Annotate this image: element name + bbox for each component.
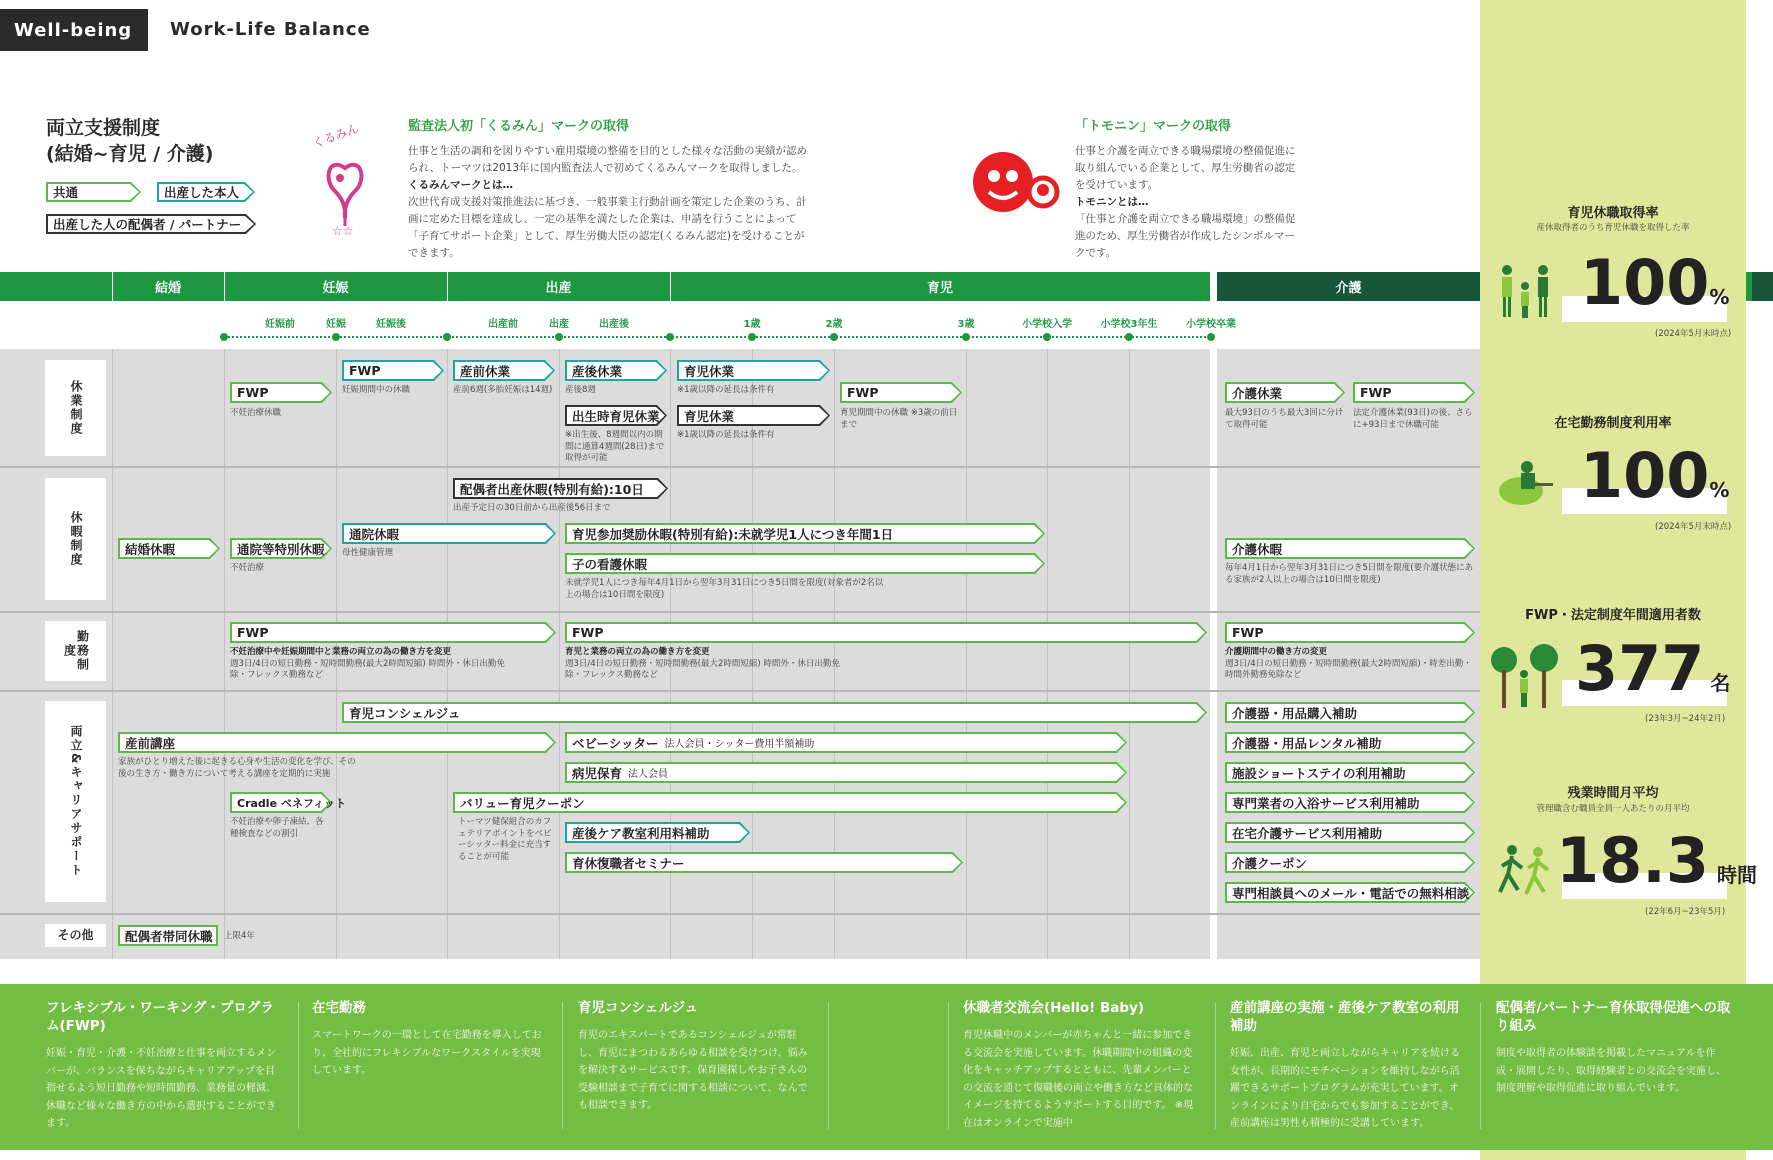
- stat-value: 18.3: [1556, 824, 1709, 897]
- stat-title: 残業時間月平均: [1567, 786, 1659, 801]
- section-tag: Well-being: [0, 9, 148, 51]
- stage-label: 2歳: [825, 319, 843, 330]
- stat-date: (2024年5月末時点): [1655, 522, 1732, 532]
- fwp-kaigo-kyugyo[interactable]: FWP: [1353, 382, 1475, 403]
- legend-self: 出産した本人: [157, 182, 255, 202]
- svg-text:☆☆: ☆☆: [332, 224, 354, 238]
- stat-sub: 管理職含む職員全員一人あたりの月平均: [1536, 804, 1690, 814]
- stat-unit: 名: [1710, 671, 1731, 695]
- fwp-kinmu-kaigo[interactable]: FWP: [1225, 622, 1475, 643]
- note: 妊娠期間中の休職: [342, 385, 411, 395]
- kurumin-title: 監査法人初「くるみん」マークの取得: [408, 119, 630, 134]
- shusseiji-ikuji-kyugyo[interactable]: 出生時育児休業: [565, 405, 667, 426]
- stat-date: (23年3月~24年2月): [1645, 714, 1726, 724]
- ikuji-concierge[interactable]: 育児コンシェルジュ: [342, 702, 1207, 723]
- note: 不妊治療: [230, 563, 265, 573]
- haigusha-shussan-kyuka[interactable]: 配偶者出産休暇(特別有給):10日: [453, 478, 668, 499]
- family-icon: [1497, 262, 1553, 322]
- stat-unit: 時間: [1716, 863, 1757, 887]
- cat-other: その他: [45, 924, 106, 947]
- cat-support: 両立&キャリアサポート: [45, 701, 106, 902]
- phase-kekkon: 結婚: [154, 281, 181, 296]
- footer-partner-ikukyu: 配偶者/パートナー育休取得促進への取り組み 制度や取得者の体験談を掲載したマニュアルを作成・展開したり、取得経験者との交流会を実施し、制度理解や取得促進に取り組んでいます。: [1496, 1000, 1731, 1094]
- note: ※1歳以降の延長は条件有: [677, 430, 775, 440]
- stat-title: FWP・法定制度年間適用者数: [1525, 608, 1701, 623]
- note-bold: 不妊治療中や妊娠期間中と業務の両立の為の働き方を変更: [230, 647, 452, 657]
- stage-label: 小学校入学: [1022, 319, 1072, 330]
- kango-kyuka[interactable]: 子の看護休暇: [565, 553, 1045, 574]
- note: 未就学児1人につき毎年4月1日から翌年3月31日につき5日間を限度(対象者が2名以上の場合は10日間を限度): [565, 578, 884, 600]
- kaigo-kyugyo[interactable]: 介護休業: [1225, 382, 1345, 403]
- muryo-sodan[interactable]: 専門相談員へのメール・電話での無料相談: [1225, 882, 1475, 903]
- stage-label: 妊娠後: [376, 319, 406, 330]
- fwp-kinmu-ninshin[interactable]: FWP: [230, 622, 556, 643]
- stat-date: (22年6月~23年5月): [1645, 907, 1726, 917]
- note: ※1歳以降の延長は条件有: [677, 385, 775, 395]
- note: 育児期間中の休職 ※3歳の前日まで: [840, 408, 958, 430]
- sango-kyugyo[interactable]: 産後休業: [565, 360, 667, 381]
- legend-common: 共通: [46, 182, 141, 202]
- kaigo-coupon[interactable]: 介護クーポン: [1225, 852, 1475, 873]
- stat-date: (2024年5月末時点): [1655, 329, 1732, 339]
- tomonin-title: 「トモニン」マークの取得: [1075, 119, 1232, 134]
- ikuji-kyugyo-2[interactable]: 育児休業: [677, 405, 830, 426]
- note: 産前6週(多胎妊娠は14週): [453, 385, 553, 395]
- note: ※出生後、8週間以内の期間に通算4週間(28日)まで取得が可能: [565, 430, 665, 463]
- phase-ninshin: 妊娠: [322, 281, 349, 296]
- kekkon-kyuka[interactable]: 結婚休暇: [118, 538, 220, 559]
- zaitaku-kaigo-hojo[interactable]: 在宅介護サービス利用補助: [1225, 822, 1475, 843]
- cradle-benefit[interactable]: Cradle ベネフィット: [230, 792, 332, 813]
- svg-text:くるみん: くるみん: [310, 121, 361, 151]
- kaigo-kyuka[interactable]: 介護休暇: [1225, 538, 1475, 559]
- stage-label: 出産前: [488, 319, 518, 330]
- stat-title: 育児休職取得率: [1567, 206, 1659, 221]
- footer-fwp: フレキシブル・ワーキング・プログラム(FWP) 妊娠・育児・介護・不妊治療と仕事を両立するメンバーが、バランスを保ちながらキャリアアップを目指せるよう短日勤務や短時間勤務、業務量の軽減、休職など様々な働き方の中から選択することができます。: [46, 1000, 276, 1129]
- kaigo-rental-hojo[interactable]: 介護器・用品レンタル補助: [1225, 732, 1475, 753]
- tomonin-logo: [965, 142, 1061, 222]
- sanzen-koza[interactable]: 産前講座: [118, 732, 556, 753]
- byoji-hoiku[interactable]: 病児保育 法人会員: [565, 762, 1127, 783]
- trees-person-icon: [1490, 642, 1562, 710]
- note: 不妊治療や卵子凍結、各種検査などの割引: [230, 817, 324, 839]
- stage-label: 妊娠前: [265, 319, 295, 330]
- phase-ikuji: 育児: [926, 281, 953, 296]
- legend-partner: 出産した人の配偶者 / パートナー: [46, 214, 256, 234]
- stage-label: 小学校卒業: [1186, 319, 1236, 330]
- remote-worker-icon: [1497, 457, 1557, 507]
- stat-unit: %: [1709, 285, 1730, 309]
- fwp-funin[interactable]: FWP: [230, 382, 332, 403]
- cat-kyugyo: 休業制度: [45, 360, 106, 456]
- note: 週3日/4日の短日勤務・短時間勤務(最大2時間短縮)・時差出勤・時間外勤務免除など: [1225, 658, 1472, 680]
- note: 産後8週: [565, 385, 596, 395]
- note: 週3日/4日の短日勤務・短時間勤務(最大2時間短縮) 時間外・休日出勤免除・フレックス勤務など: [565, 658, 840, 680]
- note: 家族がひとり増えた後に起きる心身や生活の変化を学び、その後の生き方・働き方について考える講座を定期的に実施: [118, 757, 356, 779]
- ikukyu-seminar[interactable]: 育休復職者セミナー: [565, 852, 963, 873]
- haigusha-dohan-kyushoku[interactable]: 配偶者帯同休職: [118, 925, 218, 946]
- stage-label: 妊娠: [326, 319, 346, 330]
- babysitter[interactable]: ベビーシッター 法人会員・シッター費用半額補助: [565, 732, 1127, 753]
- stage-label: 出産: [549, 319, 569, 330]
- phase-kaigo: 介護: [1217, 272, 1480, 301]
- note-bold: 介護期間中の働き方の変更: [1225, 647, 1328, 657]
- ikuji-kyugyo-1[interactable]: 育児休業: [677, 360, 830, 381]
- value-ikuji-coupon[interactable]: バリュー育児クーポン: [453, 792, 1127, 813]
- tsuin-kyuka[interactable]: 通院休暇: [342, 523, 556, 544]
- phase-shussan: 出産: [545, 281, 572, 296]
- intro-title-line1: 両立支援制度: [46, 117, 161, 139]
- stage-label: 3歳: [957, 319, 975, 330]
- stat-value: 100: [1580, 246, 1710, 319]
- ikuji-sanka-kyuka[interactable]: 育児参加奨励休暇(特別有給):未就学児1人につき年間1日: [565, 523, 1045, 544]
- footer-sanzen-koza: 産前講座の実施・産後ケア教室の利用補助 妊娠、出産、育児と両立しながらキャリアを続ける女性が、長期的にモチベーションを維持しながら活躍できるサポートプログラムが充実しています。オンラインにより自宅からでも参加することができ、産前講座は男性も積極的に受講しています。: [1230, 1000, 1460, 1129]
- note: 母性健康管理: [342, 548, 394, 558]
- stat-sub: 産休取得者のうち育児休職を取得した率: [1536, 223, 1690, 233]
- footer-hello-baby: 休職者交流会(Hello! Baby) 育児休職中のメンバーが赤ちゃんと一緒に参加できる交流会を実施しています。休職期間中の組織の変化をキャッチアップするとともに、先輩メンバーとの交流を通じて復職後の両立や働き方など具体的なイメージを持てるようサポートする目的です。 ※現在はオンラインで実施中: [963, 1000, 1194, 1129]
- stat-title: 在宅勤務制度利用率: [1554, 416, 1672, 431]
- nyuyoku-service-hojo[interactable]: 専門業者の入浴サービス利用補助: [1225, 792, 1475, 813]
- stage-label: 1歳: [743, 319, 761, 330]
- timeline-dots: [224, 336, 1214, 338]
- note: 出産予定日の30日前から出産後56日まで: [453, 503, 611, 513]
- note: 週3日/4日の短日勤務・短時間勤務(最大2時間短縮) 時間外・休日出勤免除・フレックス勤務など: [230, 658, 505, 680]
- tsuin-tokubetsu-kyuka[interactable]: 通院等特別休暇: [230, 538, 332, 559]
- stat-value: 377: [1575, 632, 1705, 705]
- stat-unit: %: [1709, 478, 1730, 502]
- footer-zaitaku: 在宅勤務 スマートワークの一環として在宅勤務を導入しており、全社的にフレキシブルなワークスタイルを実現しています。: [312, 1000, 542, 1076]
- fwp-ninshin[interactable]: FWP: [342, 360, 444, 381]
- intro-title: [46, 115, 213, 167]
- stat-value: 100: [1580, 439, 1710, 512]
- footer-concierge: 育児コンシェルジュ 育児のエキスパートであるコンシェルジュが常駐し、育児にまつわるあらゆる相談を受けつけ、悩みを解決するサービスです。保育園探しやお子さんの受験相談まで子育てに関する相談について、なんでも相談できます。: [578, 1000, 808, 1111]
- phase-kaigo-tail: [1752, 272, 1773, 301]
- fwp-ikuji[interactable]: FWP: [840, 382, 962, 403]
- fwp-kinmu-ikuji[interactable]: FWP: [565, 622, 1207, 643]
- kurumin-text: 仕事と生活の調和を図りやすい雇用環境の整備を目的とした様々な活動の実績が認められ、トーマツは2013年に国内監査法人で初めてくるみんマークを取得しました。 くるみんマークとは… 次世代育成支援対策推進法に基づき、一般事業主行動計画を策定した企業のうち、計画に定めた目標を達成し、一定の基準を満たした企業は、申請を行うことによって「子育てサポート企業」として、厚生労働大臣の認定(くるみん認定)を受けることができます。: [408, 145, 807, 259]
- note: 毎年4月1日から翌年3月31日につき5日間を限度(要介護状態にある家族が2人以上の場合は10日間を限度): [1225, 563, 1474, 585]
- page-title: Work-Life Balance: [170, 19, 371, 40]
- note: 法定介護休業(93日)の後、さらに+93日まで休職可能: [1353, 408, 1473, 430]
- short-stay-hojo[interactable]: 施設ショートステイの利用補助: [1225, 762, 1475, 783]
- note-bold: 育児と業務の両立の為の働き方を変更: [565, 647, 710, 657]
- cat-kinmu: 勤務制度: [45, 621, 106, 681]
- note: 上限4年: [224, 931, 255, 941]
- note: 不妊治療休職: [230, 408, 282, 418]
- sanzen-kyugyo[interactable]: 産前休業: [453, 360, 555, 381]
- note: トーマツ健保組合のカフェテリアポイントをベビーシッター料金に充当することが可能: [458, 817, 552, 862]
- kaigo-kounyu-hojo[interactable]: 介護器・用品購入補助: [1225, 702, 1475, 723]
- sango-care-hojo[interactable]: 産後ケア教室利用料補助: [565, 822, 750, 843]
- stage-label: 小学校3年生: [1100, 319, 1158, 330]
- runners-icon: [1494, 842, 1554, 900]
- cat-kyuka: 休暇制度: [45, 478, 106, 600]
- kurumin-logo: [310, 118, 380, 240]
- tomonin-text: 仕事と介護を両立できる職場環境の整備促進に取り組んでいる企業として、厚生労働省の認定を受けています。 トモニンとは… 「仕事と介護を両立できる職場環境」の整備促進のため、厚生労働省が作成したシンボルマークです。: [1075, 145, 1296, 259]
- note: 最大93日のうち最大3回に分けて取得可能: [1225, 408, 1344, 430]
- stage-label: 出産後: [599, 319, 629, 330]
- intro-title-line2: (結婚~育児 / 介護): [46, 143, 214, 165]
